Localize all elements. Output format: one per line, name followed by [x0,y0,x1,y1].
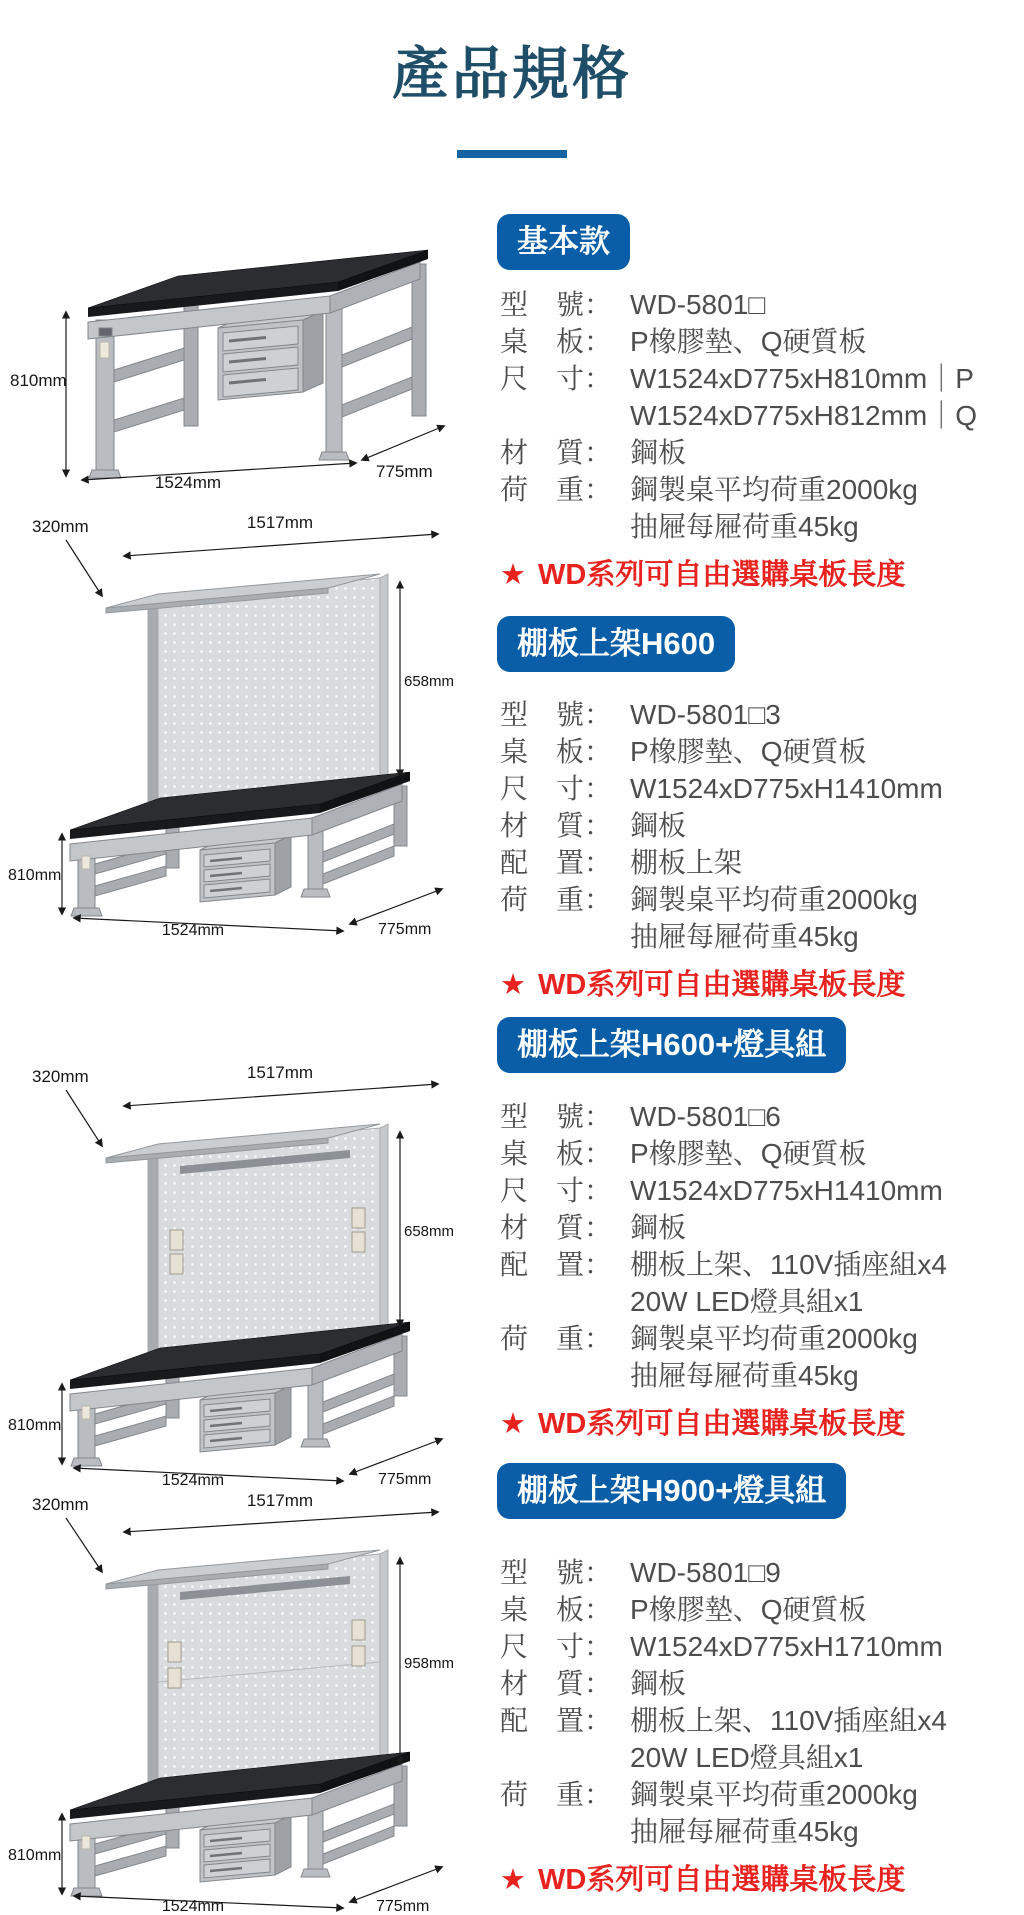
spec-row [500,471,977,545]
spec-value: W1524xD775xH1410mm [630,773,943,804]
workbench-shelf-h900-light-illustration [8,1492,460,1912]
spec-label: 配 置： [500,1249,613,1280]
spec-row [500,733,943,770]
spec-value: 鋼板 [630,810,687,841]
spec-label: 桌 板： [500,1594,613,1625]
spec-label: 桌 板： [500,326,613,357]
dim-depth-label: 775mm [378,921,432,937]
dim-shelf-label: 320mm [32,517,89,536]
note-text: WD系列可自由選購桌板長度 [538,1864,906,1896]
star-icon: ★ [500,1408,526,1440]
spec-value: WD-5801□9 [630,1557,781,1588]
dim-width-label: 1524mm [161,922,225,937]
spec-label: 型 號： [500,1101,613,1132]
spec-row [500,1554,947,1591]
spec-label: 荷 重： [500,1323,613,1354]
dim-width-label: 1524mm [161,1472,225,1487]
dim-top-label: 1517mm [246,513,314,532]
spec-value: 鋼製桌平均荷重2000kg [630,884,918,915]
spec-value: WD-5801□6 [630,1101,781,1132]
spec-value: 20W LED燈具組x1 [630,1286,864,1317]
dim-depth-label: 775mm [378,1471,432,1487]
spec-row [500,1628,947,1665]
note-text: WD系列可自由選購桌板長度 [538,969,906,1001]
spec-label: 荷 重： [500,884,613,915]
dim-shelf-label: 320mm [32,1067,89,1086]
spec-value: 棚板上架、110V插座組x4 [630,1249,947,1280]
spec-row [500,286,977,323]
free-length-note [500,1857,947,1898]
spec-row [500,434,977,471]
spec-value: 抽屜每屜荷重45kg [630,921,859,952]
dim-height-label: 810mm [8,867,62,884]
spec-value: P橡膠墊、Q硬質板 [630,1594,867,1625]
spec-row [500,1320,947,1394]
spec-row [500,1776,947,1850]
dim-panel-label: 658mm [404,1223,455,1240]
spec-value: 棚板上架、110V插座組x4 [630,1705,947,1736]
dim-depth-label: 775mm [376,1898,430,1912]
spec-row [500,881,943,955]
spec-value: WD-5801□3 [630,699,781,730]
workbench-shelf-h600-light-illustration [8,1062,460,1487]
spec-row [500,770,943,807]
spec-label: 荷 重： [500,1779,613,1810]
spec-label: 材 質： [500,1212,613,1243]
spec-label: 尺 寸： [500,1175,613,1206]
dim-height-label: 810mm [10,371,67,390]
spec-value: W1524xD775xH810mm｜P [630,363,974,394]
spec-value: 鋼製桌平均荷重2000kg [630,1323,918,1354]
dim-depth-label: 775mm [376,462,433,481]
spec-value: W1524xD775xH1410mm [630,1175,943,1206]
dim-width-label: 1524mm [154,473,222,490]
spec-list-shelf-h600 [500,696,943,1003]
spec-row [500,1591,947,1628]
spec-label: 尺 寸： [500,363,613,394]
spec-value: 鋼板 [630,1212,687,1243]
spec-value: 棚板上架 [630,847,743,878]
star-icon: ★ [500,1864,526,1896]
page-title: 產品規格 [392,42,632,106]
spec-value: P橡膠墊、Q硬質板 [630,326,867,357]
free-length-note [500,962,943,1003]
spec-label: 尺 寸： [500,773,613,804]
spec-label: 桌 板： [500,736,613,767]
dim-shelf-label: 320mm [32,1495,89,1514]
section-badge-basic: 基本款 [497,214,630,270]
spec-row [500,1246,947,1320]
spec-value: P橡膠墊、Q硬質板 [630,736,867,767]
spec-label: 桌 板： [500,1138,613,1169]
spec-label: 材 質： [500,437,613,468]
spec-label: 材 質： [500,1668,613,1699]
spec-label: 配 置： [500,847,613,878]
spec-row [500,1135,947,1172]
spec-row [500,1098,947,1135]
note-text: WD系列可自由選購桌板長度 [538,559,906,591]
dim-width-label: 1524mm [161,1898,225,1912]
star-icon: ★ [500,969,526,1001]
spec-value: 鋼板 [630,1668,687,1699]
spec-label: 型 號： [500,699,613,730]
section-badge-shelf-h900-light: 棚板上架H900+燈具組 [497,1463,846,1519]
spec-label: 型 號： [500,1557,613,1588]
spec-row [500,360,977,434]
spec-label: 配 置： [500,1705,613,1736]
spec-value: W1524xD775xH1710mm [630,1631,943,1662]
spec-row [500,1172,947,1209]
spec-row [500,844,943,881]
spec-row [500,807,943,844]
spec-row [500,1702,947,1776]
spec-value: 抽屜每屜荷重45kg [630,1360,859,1391]
section-badge-shelf-h600: 棚板上架H600 [497,616,735,672]
spec-row [500,1209,947,1246]
spec-label: 荷 重： [500,474,613,505]
pegboard-panel [148,574,388,806]
star-icon: ★ [500,559,526,591]
spec-row [500,323,977,360]
note-text: WD系列可自由選購桌板長度 [538,1408,906,1440]
dim-height-label: 810mm [8,1417,62,1434]
spec-value: 鋼製桌平均荷重2000kg [630,474,918,505]
dim-top-label: 1517mm [246,1492,314,1510]
workbench-shelf-h600-illustration [8,512,460,937]
dim-panel-label: 958mm [404,1655,455,1672]
dim-panel-label: 658mm [404,673,455,690]
spec-value: 抽屜每屜荷重45kg [630,511,859,542]
spec-value: P橡膠墊、Q硬質板 [630,1138,867,1169]
dim-top-label: 1517mm [246,1063,314,1082]
spec-value: 鋼製桌平均荷重2000kg [630,1779,918,1810]
drawer-unit [218,311,323,400]
section-badge-shelf-h600-light: 棚板上架H600+燈具組 [497,1017,846,1073]
workbench-basic-illustration [8,220,460,490]
spec-list-shelf-h900-light [500,1554,947,1898]
spec-label: 型 號： [500,289,613,320]
spec-value: WD-5801□ [630,289,766,320]
free-length-note [500,552,977,593]
spec-label: 材 質： [500,810,613,841]
spec-list-shelf-h600-light [500,1098,947,1442]
spec-row [500,696,943,733]
dim-height-label: 810mm [8,1847,62,1864]
spec-list-basic [500,286,977,593]
spec-label: 尺 寸： [500,1631,613,1662]
spec-value: 抽屜每屜荷重45kg [630,1816,859,1847]
spec-row [500,1665,947,1702]
spec-value: 20W LED燈具組x1 [630,1742,864,1773]
spec-value: W1524xD775xH812mm｜Q [630,400,978,431]
free-length-note [500,1401,947,1442]
title-divider [457,150,567,158]
spec-value: 鋼板 [630,437,687,468]
